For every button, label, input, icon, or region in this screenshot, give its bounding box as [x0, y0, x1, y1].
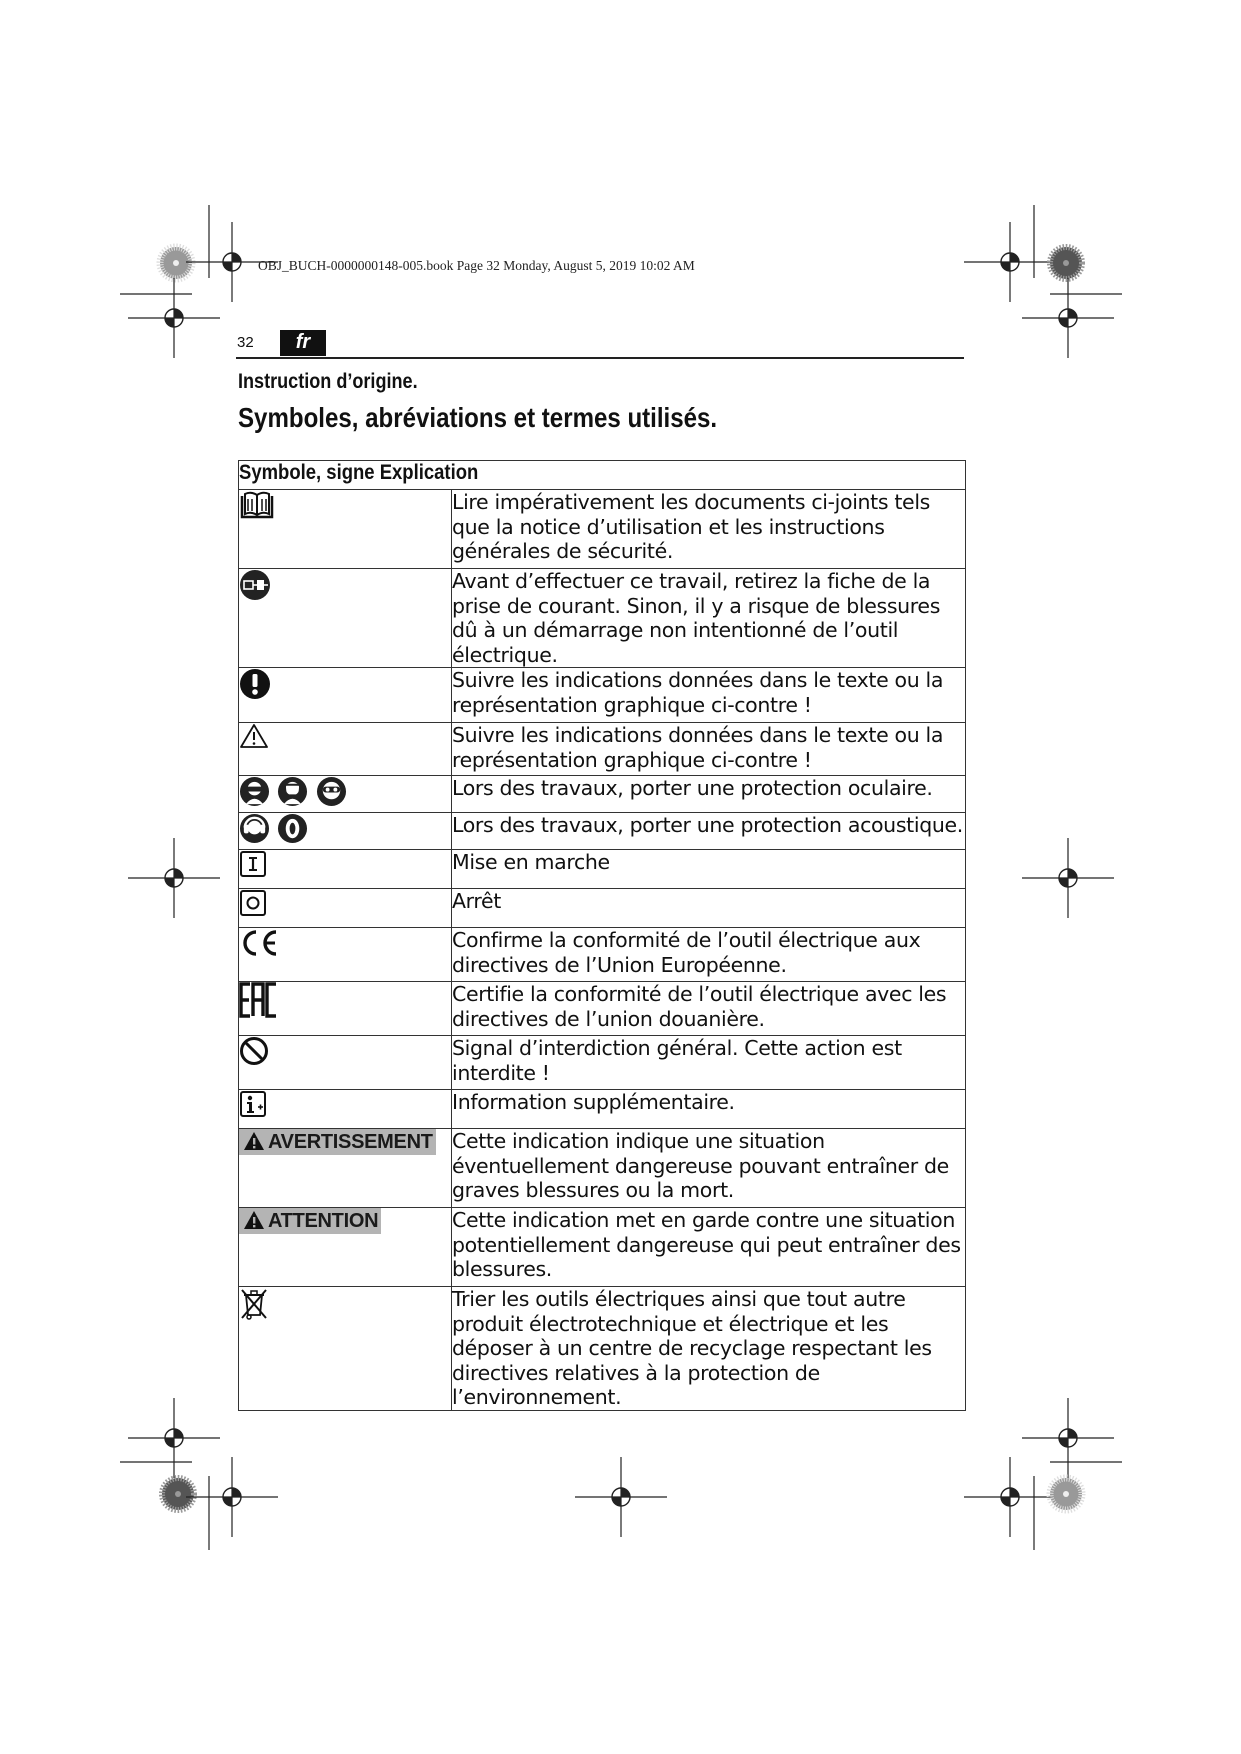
page-title: Symboles, abréviations et termes utilisés.: [238, 402, 718, 433]
power-off-icon: [239, 889, 267, 917]
power-on-icon: [239, 850, 267, 878]
table-row: [239, 1208, 966, 1287]
symbol-cell: [239, 850, 452, 889]
registration-star-icon: [162, 1478, 194, 1510]
registration-cross-icon: [575, 1457, 667, 1537]
symbol-cell: [239, 569, 452, 668]
table-row: [239, 889, 966, 928]
explanation-cell: Trier les outils électriques ainsi que tout autre produit électrotechnique et électrique et les déposer à un centre de recyclage respectant les directives relatives à la protection de l’environnement.: [452, 1287, 966, 1411]
table-header: Symbole, signe Explication: [239, 461, 966, 490]
table-row: [239, 928, 966, 982]
explanation-cell: Confirme la conformité de l’outil électrique aux directives de l’Union Européenne.: [452, 928, 966, 982]
symbol-cell: [239, 928, 452, 982]
symbol-cell: [239, 490, 452, 569]
registration-star-icon: [1050, 1478, 1082, 1510]
warning-triangle-icon: [239, 723, 269, 749]
registration-cross-icon: [964, 1457, 1056, 1537]
registration-cross-icon: [1022, 278, 1114, 358]
registration-cross-icon: [186, 1457, 278, 1537]
ce-mark-icon: [239, 928, 281, 958]
ear-plug-icon: [277, 813, 308, 844]
caution-badge: ATTENTION: [239, 1208, 381, 1234]
symbol-cell: [239, 1090, 452, 1129]
unplug-icon: [239, 569, 271, 601]
face-shield-icon: [277, 776, 308, 807]
language-tab: fr: [280, 330, 326, 356]
book-file-info: OBJ_BUCH-0000000148-005.book Page 32 Monday, August 5, 2019 10:02 AM: [258, 258, 695, 273]
symbol-cell: [239, 982, 452, 1036]
table-row: [239, 1129, 966, 1208]
table-row: [239, 850, 966, 889]
symbol-cell: [239, 776, 452, 813]
explanation-cell: Mise en marche: [452, 850, 966, 889]
explanation-cell: Signal d’interdiction général. Cette action est interdite !: [452, 1036, 966, 1090]
explanation-cell: Certifie la conformité de l’outil électrique avec les directives de l’union douanière.: [452, 982, 966, 1036]
instruction-heading: Instruction d’origine.: [238, 370, 418, 393]
symbol-cell: [239, 1208, 452, 1287]
eye-protection-icon: [239, 776, 270, 807]
page-number: 32: [237, 334, 254, 351]
registration-star-icon: [160, 247, 192, 279]
explanation-cell: Arrêt: [452, 889, 966, 928]
explanation-cell: Lors des travaux, porter une protection acoustique.: [452, 813, 966, 850]
explanation-cell: Cette indication indique une situation éventuellement dangereuse pouvant entraîner de graves blessures ou la mort.: [452, 1129, 966, 1208]
eac-mark-icon: [239, 982, 279, 1018]
table-row: [239, 982, 966, 1036]
registration-cross-icon: [1022, 1398, 1114, 1478]
symbol-cell: [239, 723, 452, 776]
symbol-cell: [239, 1287, 452, 1411]
alert-triangle-icon: [243, 1210, 265, 1230]
registration-cross-icon: [964, 222, 1056, 302]
info-icon: [239, 1090, 267, 1118]
explanation-cell: Suivre les indications données dans le texte ou la représentation graphique ci-contre !: [452, 668, 966, 723]
symbol-cell: [239, 668, 452, 723]
table-row: [239, 569, 966, 668]
symbol-cell: [239, 889, 452, 928]
mandatory-exclamation-icon: [239, 668, 271, 700]
table-row: [239, 490, 966, 569]
table-row: [239, 1287, 966, 1411]
ear-protection-icon: [239, 813, 270, 844]
explanation-cell: Information supplémentaire.: [452, 1090, 966, 1129]
table-row: [239, 1036, 966, 1090]
explanation-cell: Suivre les indications données dans le texte ou la représentation graphique ci-contre !: [452, 723, 966, 776]
explanation-cell: Avant d’effectuer ce travail, retirez la fiche de la prise de courant. Sinon, il y a risque de blessures dû à un démarrage non intentionné de l’outil électrique.: [452, 569, 966, 668]
header-rule: [236, 357, 964, 359]
manual-book-icon: [239, 490, 275, 520]
table-row: [239, 813, 966, 850]
alert-triangle-icon: [243, 1131, 265, 1151]
symbol-cell: [239, 813, 452, 850]
goggles-icon: [316, 776, 347, 807]
symbol-cell: [239, 1036, 452, 1090]
symbol-cell: [239, 1129, 452, 1208]
weee-bin-icon: [239, 1287, 269, 1321]
registration-cross-icon: [128, 838, 220, 918]
explanation-cell: Cette indication met en garde contre une situation potentiellement dangereuse qui peut entraîner des blessures.: [452, 1208, 966, 1287]
table-row: [239, 723, 966, 776]
table-row: [239, 668, 966, 723]
prohibition-icon: [239, 1036, 269, 1066]
registration-star-icon: [1050, 247, 1082, 279]
table-header-row: [239, 461, 966, 490]
registration-cross-icon: [1022, 838, 1114, 918]
explanation-cell: Lire impérativement les documents ci-joints tels que la notice d’utilisation et les instructions générales de sécurité.: [452, 490, 966, 569]
warning-badge: AVERTISSEMENT: [239, 1129, 436, 1155]
symbols-table: [238, 460, 966, 1411]
explanation-cell: Lors des travaux, porter une protection oculaire.: [452, 776, 966, 813]
registration-cross-icon: [128, 1398, 220, 1478]
registration-cross-icon: [128, 278, 220, 358]
table-row: [239, 1090, 966, 1129]
table-row: [239, 776, 966, 813]
